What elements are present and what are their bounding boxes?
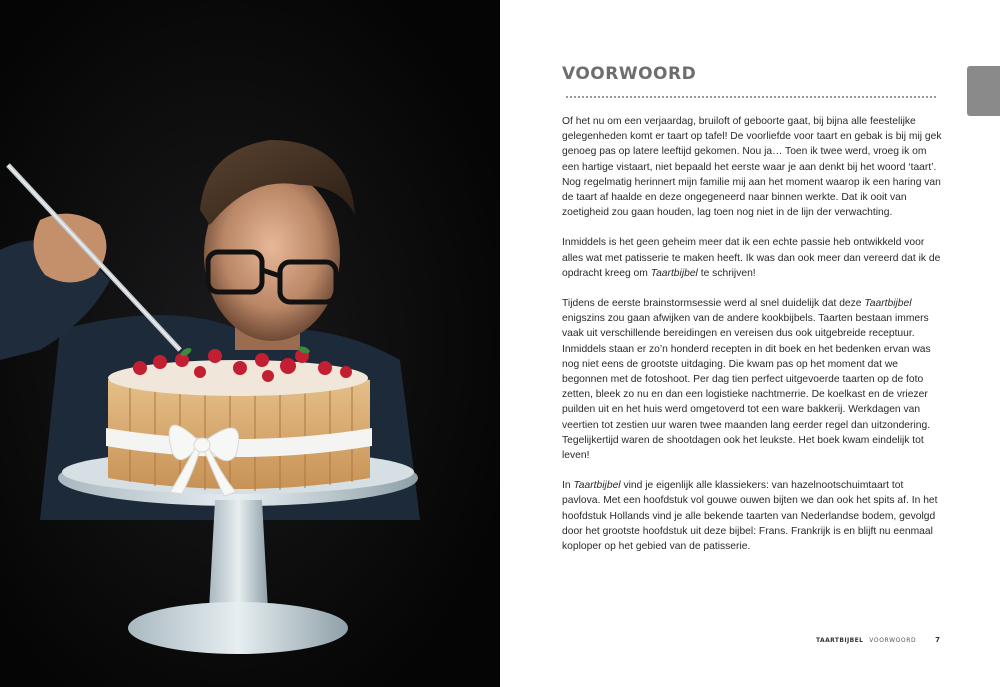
text-run: te schrijven! [697, 267, 756, 279]
chapter-tab-marker [967, 66, 1000, 116]
page-title: VOORWOORD [562, 64, 697, 84]
footer-book-title: TAARTBIJBEL [816, 636, 864, 644]
paragraph [562, 114, 944, 220]
paragraph [562, 235, 944, 281]
text-run: In [562, 480, 574, 492]
footer-section: VOORWOORD [869, 636, 917, 644]
page-number: 7 [935, 636, 940, 644]
dotted-divider [566, 96, 936, 98]
text-run: enigszins zou gaan afwijken van de andere kookbijbels. Taarten bestaan immers vaak uit verschillende bereidingen en vereisen dus ook uitgebreide receptuur. Inmiddels staan er zo’n honderd recepten in dit boek en het bedenken ervan was nog niet eens de grootste uitdaging. Die kwam pas op het moment dat we begonnen met de fotoshoot. Per dag tien perfect uitgevoerde taarten op de foto zetten, bleek zo nu en dan een logistieke nachtmerrie. De koelkast en de vriezer puilden uit en het huis werd omgetoverd tot een ware bakkerij. Werkdagen van veertien tot zestien uur waren twee maanden lang eerder regel dan uitzondering. Tegelijkertijd waren de shootdagen ook het leukste. Het boek kwam eindelijk tot leven! [562, 313, 931, 462]
italic-title: Taartbijbel [573, 480, 621, 492]
body-text [562, 114, 944, 569]
text-run: vind je eigenlijk alle klassiekers: van hazelnootschuimtaart tot pavlova. Met een hoofdstuk vol gouwe ouwen bijten we dan ook het spits af. In het hoofdstuk Hollands vind je alle bekende taarten van Nederlandse bodem, gevolgd door het grootste hoofdstuk uit deze bijbel: Frans. Frankrijk is en blijft nu eenmaal koploper op het gebied van de patisserie. [562, 480, 938, 553]
right-page-text [500, 0, 1000, 687]
text-run: Of het nu om een verjaardag, bruiloft of geboorte gaat, bij bijna alle feestelijke gelegenheden komt er taart op tafel! De voorliefde voor taart en gebak is bij mij gek genoeg pas op latere leeftijd gekomen. Nou ja… Toen ik twee werd, vroeg ik om een hartige vistaart, niet bepaald het eerste waar je aan denkt bij het woord ‘taart’. Nog regelmatig herinnert mijn familie mij aan het moment waarop ik een haring van de taart af haalde en deze ongegeneerd naar binnen werkte. Dat ik ooit van zoetigheid zou gaan houden, lag toen nog niet in de lijn der verwachting. [562, 116, 942, 219]
text-run: Inmiddels is het geen geheim meer dat ik een echte passie heb ontwikkeld voor alles wat met patisserie te maken heeft. Ik was dan ook meer dan vereerd dat ik de opdracht kreeg om [562, 237, 941, 279]
paragraph [562, 296, 944, 463]
italic-title: Taartbijbel [864, 298, 912, 310]
text-run: Tijdens de eerste brainstormsessie werd al snel duidelijk dat deze [562, 298, 865, 310]
italic-title: Taartbijbel [650, 267, 698, 279]
paragraph [562, 478, 944, 554]
page-footer [816, 636, 940, 644]
